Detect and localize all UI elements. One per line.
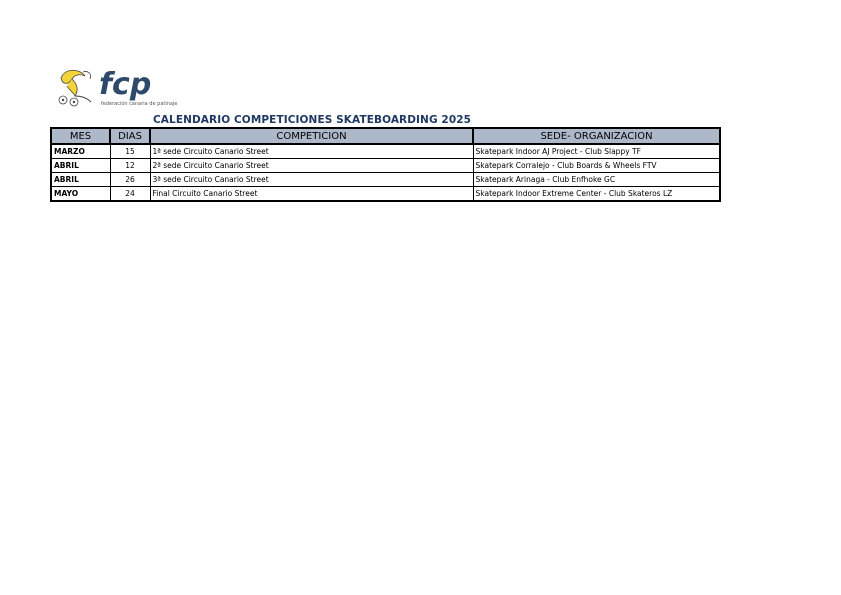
cell-dias: 15	[110, 144, 150, 159]
table-row	[51, 173, 720, 187]
skater-figure-icon	[59, 70, 91, 106]
cell-mes: ABRIL	[51, 173, 110, 187]
header-mes: MES	[51, 128, 110, 144]
logo-wordmark: fcp	[99, 67, 152, 102]
table-header-row	[51, 128, 720, 144]
logo-subtitle: federación canaria de patinaje	[101, 101, 178, 107]
page-title: CALENDARIO COMPETICIONES SKATEBOARDING 2025	[153, 114, 472, 126]
cell-competicion: 2ª sede Circuito Canario Street	[150, 159, 473, 173]
cell-sede: Skatepark Indoor AJ Project - Club Slappy TF	[473, 144, 720, 159]
cell-mes: MARZO	[51, 144, 110, 159]
cell-mes: MAYO	[51, 187, 110, 202]
cell-sede: Skatepark Corralejo - Club Boards & Wheels FTV	[473, 159, 720, 173]
cell-dias: 12	[110, 159, 150, 173]
header-dias: DIAS	[110, 128, 150, 144]
table-row	[51, 187, 720, 202]
cell-competicion: 1ª sede Circuito Canario Street	[150, 144, 473, 159]
fcp-logo	[55, 66, 180, 110]
cell-dias: 26	[110, 173, 150, 187]
cell-competicion: 3ª sede Circuito Canario Street	[150, 173, 473, 187]
header-sede: SEDE- ORGANIZACION	[473, 128, 720, 144]
table-row	[51, 144, 720, 159]
cell-competicion: Final Circuito Canario Street	[150, 187, 473, 202]
cell-dias: 24	[110, 187, 150, 202]
calendar-table	[50, 127, 721, 202]
table-row	[51, 159, 720, 173]
cell-mes: ABRIL	[51, 159, 110, 173]
cell-sede: Skatepark Arinaga - Club Enfhoke GC	[473, 173, 720, 187]
header-competicion: COMPETICION	[150, 128, 473, 144]
cell-sede: Skatepark Indoor Extreme Center - Club Skateros LZ	[473, 187, 720, 202]
